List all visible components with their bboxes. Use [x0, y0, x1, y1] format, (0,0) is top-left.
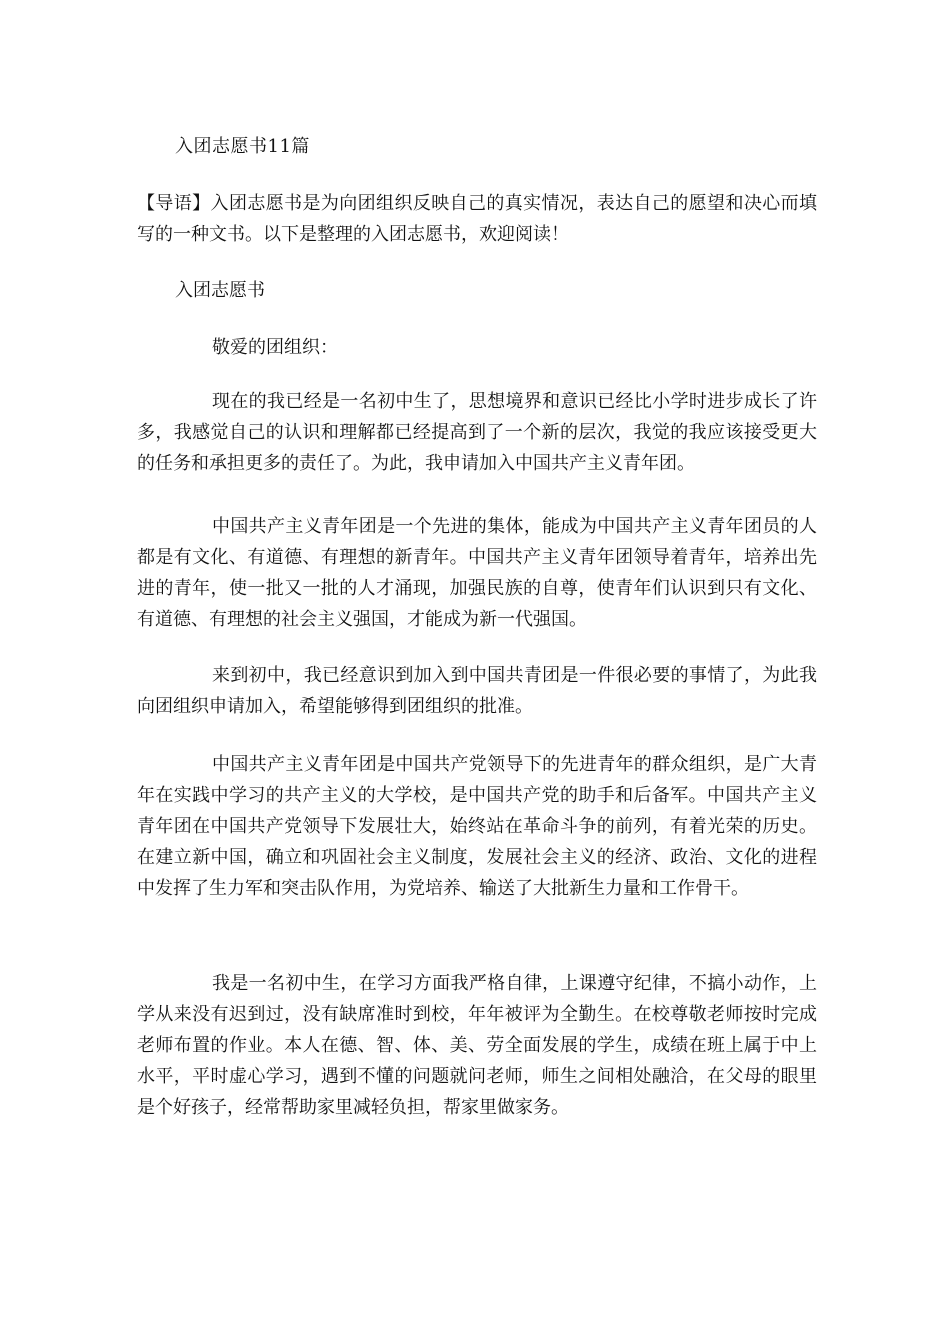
salutation: 敬爱的团组织： [212, 337, 338, 358]
body-paragraph-2: 中国共产主义青年团是一个先进的集体，能成为中国共产主义青年团员的人都是有文化、有道德、有理想的新青年。中国共产主义青年团领导着青年，培养出先进的青年，使一批又一批的人才涌现，加强民族的自尊，使青年们认识到只有文化、有道德、有理想的社会主义强国，才能成为新一代强国。 [137, 516, 817, 630]
document-title: 入团志愿书11篇 [175, 136, 310, 157]
body-paragraph-1: 现在的我已经是一名初中生了，思想境界和意识已经比小学时进步成长了许多，我感觉自己的认识和理解都已经提高到了一个新的层次，我觉的我应该接受更大的任务和承担更多的责任了。为此，我申请加入中国共产主义青年团。 [137, 391, 817, 474]
section-heading: 入团志愿书 [175, 280, 265, 301]
body-paragraph-3: 来到初中，我已经意识到加入到中国共青团是一件很必要的事情了，为此我向团组织申请加入，希望能够得到团组织的批准。 [137, 665, 817, 717]
body-paragraph-4: 中国共产主义青年团是中国共产党领导下的先进青年的群众组织，是广大青年在实践中学习的共产主义的大学校，是中国共产党的助手和后备军。中国共产主义青年团在中国共产党领导下发展壮大，始终站在革命斗争的前列，有着光荣的历史。在建立新中国，确立和巩固社会主义制度，发展社会主义的经济、政治、文化的进程中发挥了生力军和突击队作用，为党培养、输送了大批新生力量和工作骨干。 [137, 754, 817, 899]
intro-paragraph: 【导语】入团志愿书是为向团组织反映自己的真实情况，表达自己的愿望和决心而填写的一种文书。以下是整理的入团志愿书，欢迎阅读！ [137, 193, 817, 245]
body-paragraph-5: 我是一名初中生，在学习方面我严格自律，上课遵守纪律，不搞小动作，上学从来没有迟到过，没有缺席准时到校，年年被评为全勤生。在校尊敬老师按时完成老师布置的作业。本人在德、智、体、美、劳全面发展的学生，成绩在班上属于中上水平，平时虚心学习，遇到不懂的问题就问老师，师生之间相处融洽，在父母的眼里是个好孩子，经常帮助家里减轻负担，帮家里做家务。 [137, 973, 817, 1118]
